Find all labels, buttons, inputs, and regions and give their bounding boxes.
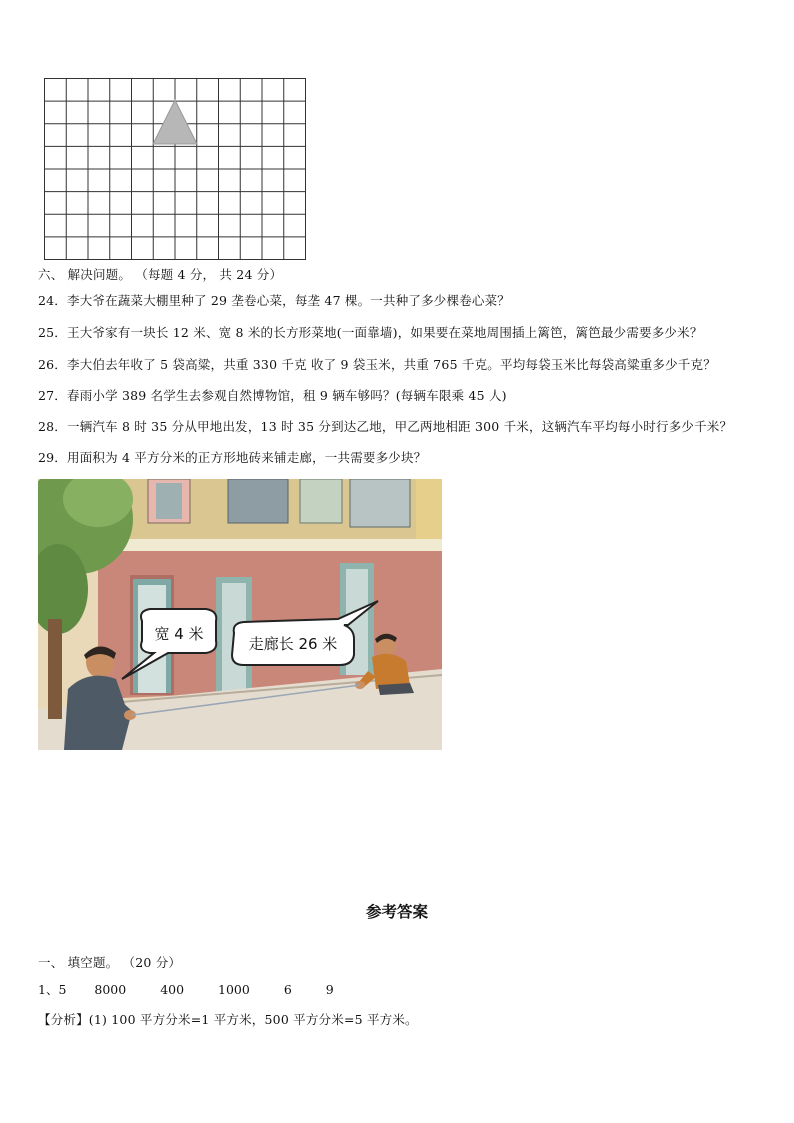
bubble-length-text: 走廊长 26 米 bbox=[248, 635, 338, 653]
answer-row-1 bbox=[38, 980, 364, 998]
triangle-shape bbox=[153, 100, 197, 144]
answer-value: 8000 bbox=[94, 982, 127, 997]
section-6-heading: 六、 解决问题。 （每题 4 分， 共 24 分） bbox=[38, 267, 283, 282]
answer-analysis: 【分析】(1) 100 平方分米=1 平方米，500 平方分米=5 平方米。 bbox=[38, 1012, 418, 1027]
answer-value: 400 bbox=[160, 982, 185, 997]
bubble-width-text: 宽 4 米 bbox=[154, 625, 204, 643]
question-26: 26．李大伯去年收了 5 袋高粱，共重 330 千克 收了 9 袋玉米，共重 765 千克。平均每袋玉米比每袋高粱重多少千克？ bbox=[38, 357, 716, 372]
answer-value: 9 bbox=[325, 982, 334, 997]
square-grid bbox=[44, 78, 306, 260]
answer-value: 6 bbox=[283, 982, 292, 997]
answer-1-label: 1、5 bbox=[38, 982, 67, 997]
question-25: 25．王大爷家有一块长 12 米、宽 8 米的长方形菜地(一面靠墙)，如果要在菜地周围插上篱笆，篱笆最少需要多少米？ bbox=[38, 325, 703, 340]
answers-title: 参考答案 bbox=[365, 903, 428, 921]
question-27: 27．春雨小学 389 名学生去参观自然博物馆，租 9 辆车够吗？(每辆车限乘 45 人) bbox=[38, 388, 507, 403]
corridor-illustration bbox=[38, 479, 442, 750]
question-29: 29．用面积为 4 平方分米的正方形地砖来铺走廊，一共需要多少块？ bbox=[38, 450, 427, 465]
question-28: 28．一辆汽车 8 时 35 分从甲地出发，13 时 35 分到达乙地，甲乙两地相距 300 千米，这辆汽车平均每小时行多少千米？ bbox=[38, 419, 733, 434]
answer-value: 1000 bbox=[218, 982, 250, 997]
question-24: 24．李大爷在蔬菜大棚里种了 29 垄卷心菜，每垄 47 棵。一共种了多少棵卷心菜？ bbox=[38, 293, 511, 308]
answer-section-1-heading: 一、 填空题。 （20 分） bbox=[38, 955, 182, 970]
